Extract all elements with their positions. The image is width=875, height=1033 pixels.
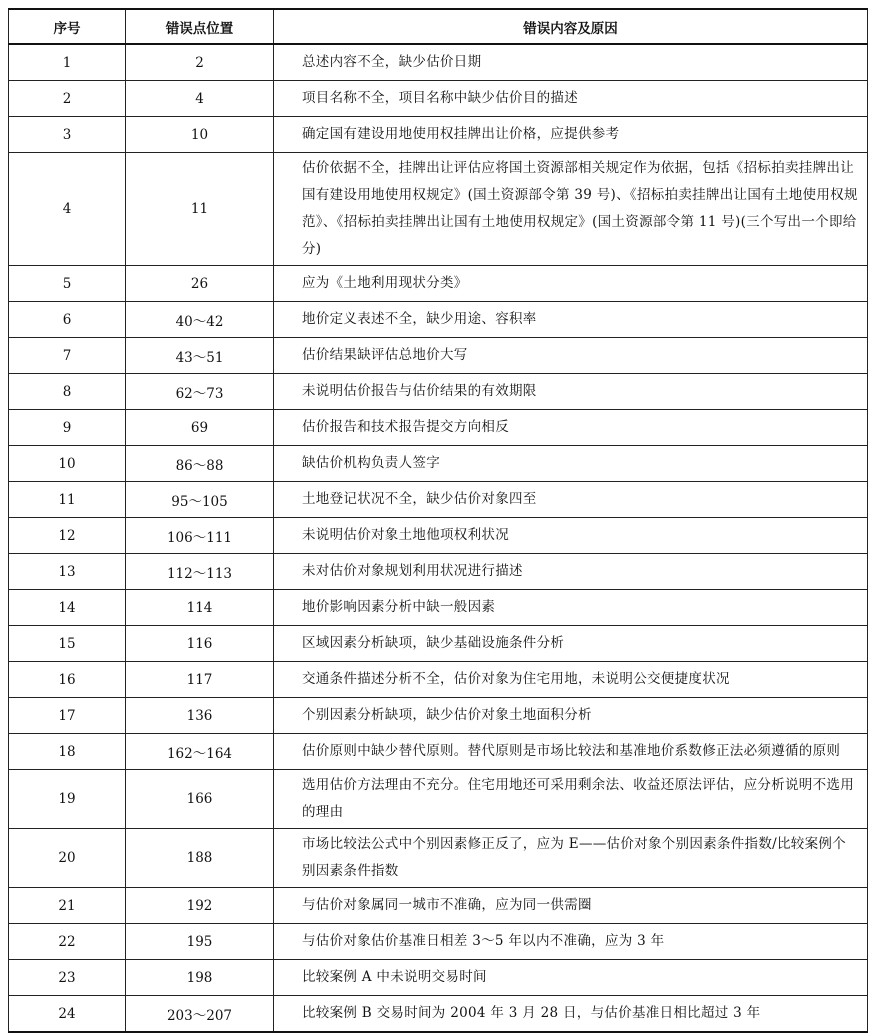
error-position: 69 (126, 410, 274, 446)
table-row (9, 81, 868, 117)
row-number: 16 (9, 662, 126, 698)
row-number: 18 (9, 734, 126, 770)
error-position: 162～164 (126, 734, 274, 770)
error-description: 与估价对象属同一城市不准确，应为同一供需圈 (274, 888, 868, 924)
table-row (9, 266, 868, 302)
error-description: 区域因素分析缺项，缺少基础设施条件分析 (274, 626, 868, 662)
error-position: 166 (126, 770, 274, 829)
error-description: 缺估价机构负责人签字 (274, 446, 868, 482)
table-row (9, 662, 868, 698)
table-row (9, 518, 868, 554)
error-position: 11 (126, 153, 274, 266)
row-number: 9 (9, 410, 126, 446)
header-content: 错误内容及原因 (274, 9, 868, 44)
error-position: 198 (126, 960, 274, 996)
error-description: 应为《土地利用现状分类》 (274, 266, 868, 302)
row-number: 7 (9, 338, 126, 374)
table-row (9, 590, 868, 626)
table-row (9, 302, 868, 338)
table-row (9, 924, 868, 960)
error-description: 比较案例 B 交易时间为 2004 年 3 月 28 日，与估价基准日相比超过 3 年 (274, 996, 868, 1033)
table-row (9, 44, 868, 81)
error-position: 10 (126, 117, 274, 153)
row-number: 8 (9, 374, 126, 410)
error-position: 40～42 (126, 302, 274, 338)
error-description: 项目名称不全，项目名称中缺少估价目的描述 (274, 81, 868, 117)
row-number: 12 (9, 518, 126, 554)
error-description: 地价定义表述不全，缺少用途、容积率 (274, 302, 868, 338)
error-description: 估价原则中缺少替代原则。替代原则是市场比较法和基准地价系数修正法必须遵循的原则 (274, 734, 868, 770)
row-number: 20 (9, 829, 126, 888)
error-position: 43～51 (126, 338, 274, 374)
table-row (9, 554, 868, 590)
error-description: 未说明估价对象土地他项权利状况 (274, 518, 868, 554)
error-position: 112～113 (126, 554, 274, 590)
table-row (9, 153, 868, 266)
error-position: 114 (126, 590, 274, 626)
row-number: 11 (9, 482, 126, 518)
row-number: 19 (9, 770, 126, 829)
error-table (8, 8, 868, 1033)
error-description: 与估价对象估价基准日相差 3～5 年以内不准确，应为 3 年 (274, 924, 868, 960)
error-position: 26 (126, 266, 274, 302)
row-number: 21 (9, 888, 126, 924)
table-row (9, 117, 868, 153)
error-position: 203～207 (126, 996, 274, 1033)
table-row (9, 734, 868, 770)
row-number: 5 (9, 266, 126, 302)
table-row (9, 698, 868, 734)
table-row (9, 482, 868, 518)
table-row (9, 626, 868, 662)
row-number: 22 (9, 924, 126, 960)
table-row (9, 960, 868, 996)
error-description: 总述内容不全，缺少估价日期 (274, 44, 868, 81)
table-row (9, 338, 868, 374)
row-number: 1 (9, 44, 126, 81)
error-description: 确定国有建设用地使用权挂牌出让价格，应提供参考 (274, 117, 868, 153)
error-description: 土地登记状况不全，缺少估价对象四至 (274, 482, 868, 518)
error-description: 市场比较法公式中个别因素修正反了，应为 E——估价对象个别因素条件指数/比较案例个别因素条件指数 (274, 829, 868, 888)
error-description: 未说明估价报告与估价结果的有效期限 (274, 374, 868, 410)
row-number: 15 (9, 626, 126, 662)
error-description: 未对估价对象规划利用状况进行描述 (274, 554, 868, 590)
row-number: 6 (9, 302, 126, 338)
row-number: 23 (9, 960, 126, 996)
header-position: 错误点位置 (126, 9, 274, 44)
error-position: 106～111 (126, 518, 274, 554)
row-number: 2 (9, 81, 126, 117)
header-no: 序号 (9, 9, 126, 44)
error-description: 估价结果缺评估总地价大写 (274, 338, 868, 374)
error-position: 4 (126, 81, 274, 117)
table-row (9, 888, 868, 924)
row-number: 10 (9, 446, 126, 482)
error-position: 116 (126, 626, 274, 662)
error-position: 195 (126, 924, 274, 960)
error-description: 估价依据不全，挂牌出让评估应将国土资源部相关规定作为依据，包括《招标拍卖挂牌出让国有建设用地使用权规定》(国土资源部令第 39 号)、《招标拍卖挂牌出让国有土地使用权规范》、《招标拍卖挂牌出让国有土地使用权规定》(国土资源部令第 11 号)(三个写出一个即给分) (274, 153, 868, 266)
error-description: 选用估价方法理由不充分。住宅用地还可采用剩余法、收益还原法评估，应分析说明不选用的理由 (274, 770, 868, 829)
row-number: 24 (9, 996, 126, 1033)
error-description: 估价报告和技术报告提交方向相反 (274, 410, 868, 446)
error-position: 117 (126, 662, 274, 698)
row-number: 13 (9, 554, 126, 590)
error-position: 2 (126, 44, 274, 81)
row-number: 4 (9, 153, 126, 266)
error-position: 62～73 (126, 374, 274, 410)
row-number: 17 (9, 698, 126, 734)
error-position: 188 (126, 829, 274, 888)
error-position: 86～88 (126, 446, 274, 482)
row-number: 3 (9, 117, 126, 153)
error-description: 地价影响因素分析中缺一般因素 (274, 590, 868, 626)
error-position: 192 (126, 888, 274, 924)
table-row (9, 374, 868, 410)
table-header-row (9, 9, 868, 44)
table-row (9, 770, 868, 829)
error-description: 交通条件描述分析不全，估价对象为住宅用地，未说明公交便捷度状况 (274, 662, 868, 698)
error-position: 95～105 (126, 482, 274, 518)
table-row (9, 829, 868, 888)
error-description: 比较案例 A 中未说明交易时间 (274, 960, 868, 996)
table-row (9, 410, 868, 446)
error-position: 136 (126, 698, 274, 734)
row-number: 14 (9, 590, 126, 626)
table-row (9, 446, 868, 482)
table-row (9, 996, 868, 1033)
error-description: 个别因素分析缺项，缺少估价对象土地面积分析 (274, 698, 868, 734)
